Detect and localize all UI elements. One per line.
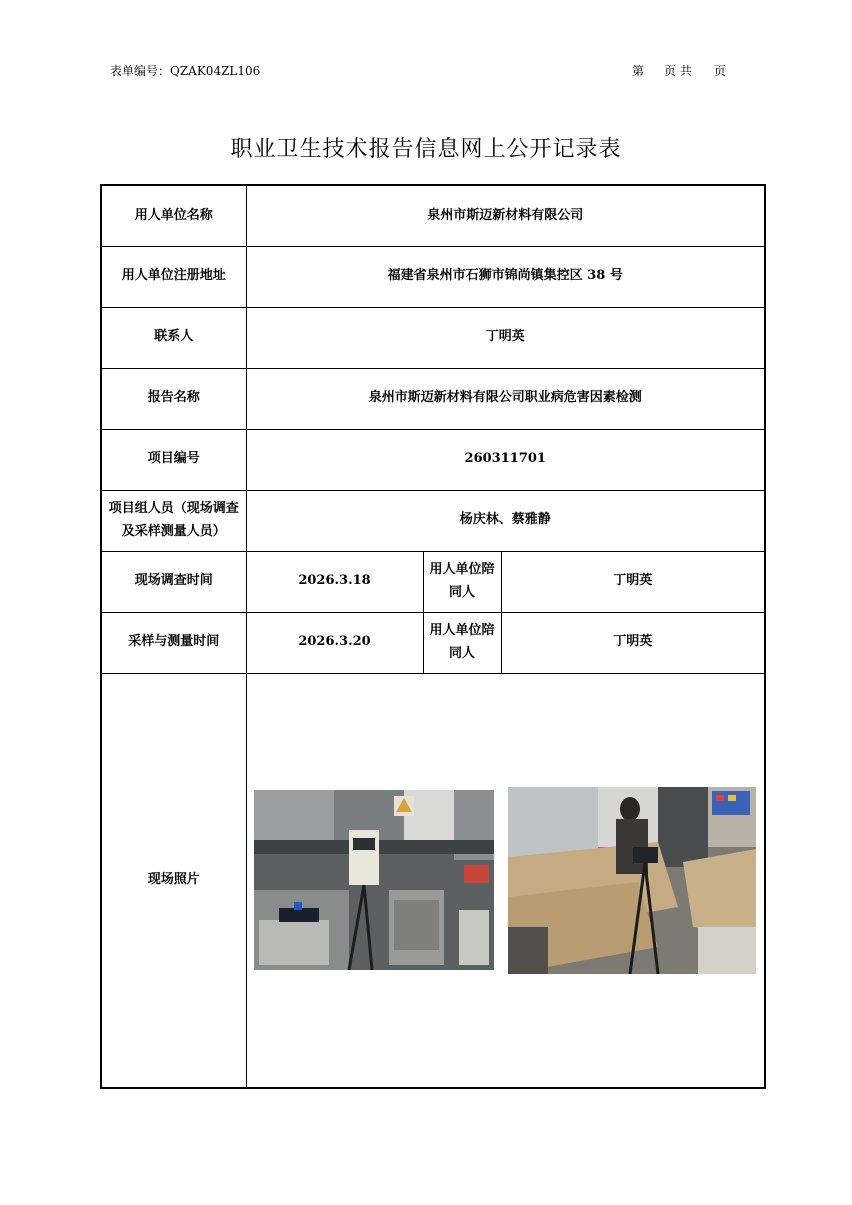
photo-group [251,787,761,974]
row-contact [101,307,765,368]
site-photo-equipment [254,790,494,970]
form-number: 表单编号：QZAK04ZL106 [110,64,261,78]
contact-label: 联系人 [101,307,246,368]
company-name-label: 用人单位名称 [101,185,246,246]
report-name-value: 泉州市斯迈新材料有限公司职业病危害因素检测 [246,368,765,429]
team-label: 项目组人员（现场调查及采样测量人员） [101,490,246,551]
row-team [101,490,765,551]
survey-escort-label: 用人单位陪同人 [423,551,501,612]
row-sampling [101,612,765,673]
survey-date: 2026.3.18 [246,551,423,612]
photos-cell [246,673,765,1088]
company-address-label: 用人单位注册地址 [101,246,246,307]
record-table [100,184,766,1089]
sampling-label: 采样与测量时间 [101,612,246,673]
row-report-name [101,368,765,429]
sampling-escort-label: 用人单位陪同人 [423,612,501,673]
report-name-label: 报告名称 [101,368,246,429]
sampling-escort: 丁明英 [501,612,765,673]
photos-label: 现场照片 [101,673,246,1088]
project-no-value: 260311701 [246,429,765,490]
page-mid: 页 共 [664,64,692,78]
page-counter [632,62,726,79]
survey-label: 现场调查时间 [101,551,246,612]
project-no-label: 项目编号 [101,429,246,490]
company-address-value: 福建省泉州市石狮市锦尚镇集控区 38 号 [246,246,765,307]
row-company-address [101,246,765,307]
contact-value: 丁明英 [246,307,765,368]
page-suffix: 页 [713,64,726,78]
row-project-no [101,429,765,490]
page-prefix: 第 [632,64,645,78]
page-title: 职业卫生技术报告信息网上公开记录表 [230,137,622,162]
row-survey [101,551,765,612]
site-photo-workshop [508,787,756,974]
sampling-date: 2026.3.20 [246,612,423,673]
company-name-value: 泉州市斯迈新材料有限公司 [246,185,765,246]
row-company-name [101,185,765,246]
survey-escort: 丁明英 [501,551,765,612]
row-photos [101,673,765,1088]
team-value: 杨庆林、蔡雅静 [246,490,765,551]
